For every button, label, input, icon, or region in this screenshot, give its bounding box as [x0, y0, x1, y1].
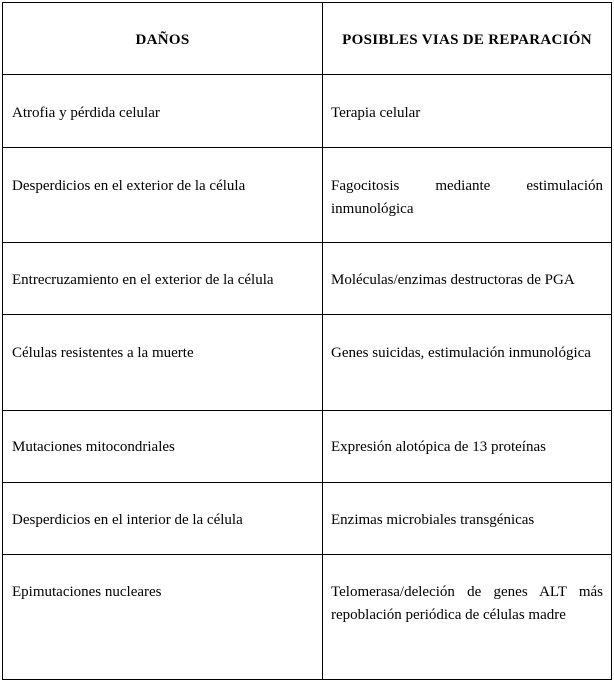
- repair-text: Genes suicidas, estimulación inmunológica: [331, 345, 591, 361]
- damage-text: Entrecruzamiento en el exterior de la célula: [12, 272, 274, 288]
- repair-text: Fagocitosis mediante estimulación inmunológica: [331, 178, 603, 217]
- header-reparacion-label: POSIBLES VIAS DE REPARACIÓN: [342, 31, 592, 48]
- damage-cell: [3, 75, 323, 148]
- table-header-row: [3, 3, 612, 75]
- repair-cell: [323, 483, 612, 555]
- repair-text: Moléculas/enzimas destructoras de PGA: [331, 272, 575, 288]
- repair-cell: [323, 555, 612, 680]
- damage-cell: [3, 243, 323, 315]
- table-row: [3, 243, 612, 315]
- table-row: [3, 148, 612, 243]
- damage-text: Células resistentes a la muerte: [12, 345, 194, 361]
- damage-cell: [3, 315, 323, 411]
- repair-cell: [323, 315, 612, 411]
- damage-text: Epimutaciones nucleares: [12, 584, 162, 600]
- damage-text: Atrofia y pérdida celular: [12, 105, 160, 121]
- damage-cell: [3, 411, 323, 483]
- repair-text: Expresión alotópica de 13 proteínas: [331, 439, 546, 455]
- header-danos-label: DAÑOS: [135, 31, 190, 48]
- repair-cell: [323, 75, 612, 148]
- table-row: [3, 483, 612, 555]
- damage-text: Mutaciones mitocondriales: [12, 439, 175, 455]
- repair-cell: [323, 243, 612, 315]
- table-row: [3, 75, 612, 148]
- damage-text: Desperdicios en el interior de la célula: [12, 512, 243, 528]
- header-danos: [3, 3, 323, 75]
- damage-cell: [3, 148, 323, 243]
- damage-cell: [3, 483, 323, 555]
- repair-text: Telomerasa/deleción de genes ALT más repoblación periódica de células madre: [331, 584, 603, 623]
- damage-cell: [3, 555, 323, 680]
- table-row: [3, 555, 612, 680]
- damage-text: Desperdicios en el exterior de la célula: [12, 178, 246, 194]
- table-row: [3, 315, 612, 411]
- header-reparacion: [323, 3, 612, 75]
- repair-cell: [323, 148, 612, 243]
- table-row: [3, 411, 612, 483]
- repair-text: Terapia celular: [331, 105, 421, 121]
- repair-text: Enzimas microbiales transgénicas: [331, 512, 535, 528]
- damage-repair-table: [2, 2, 612, 680]
- repair-cell: [323, 411, 612, 483]
